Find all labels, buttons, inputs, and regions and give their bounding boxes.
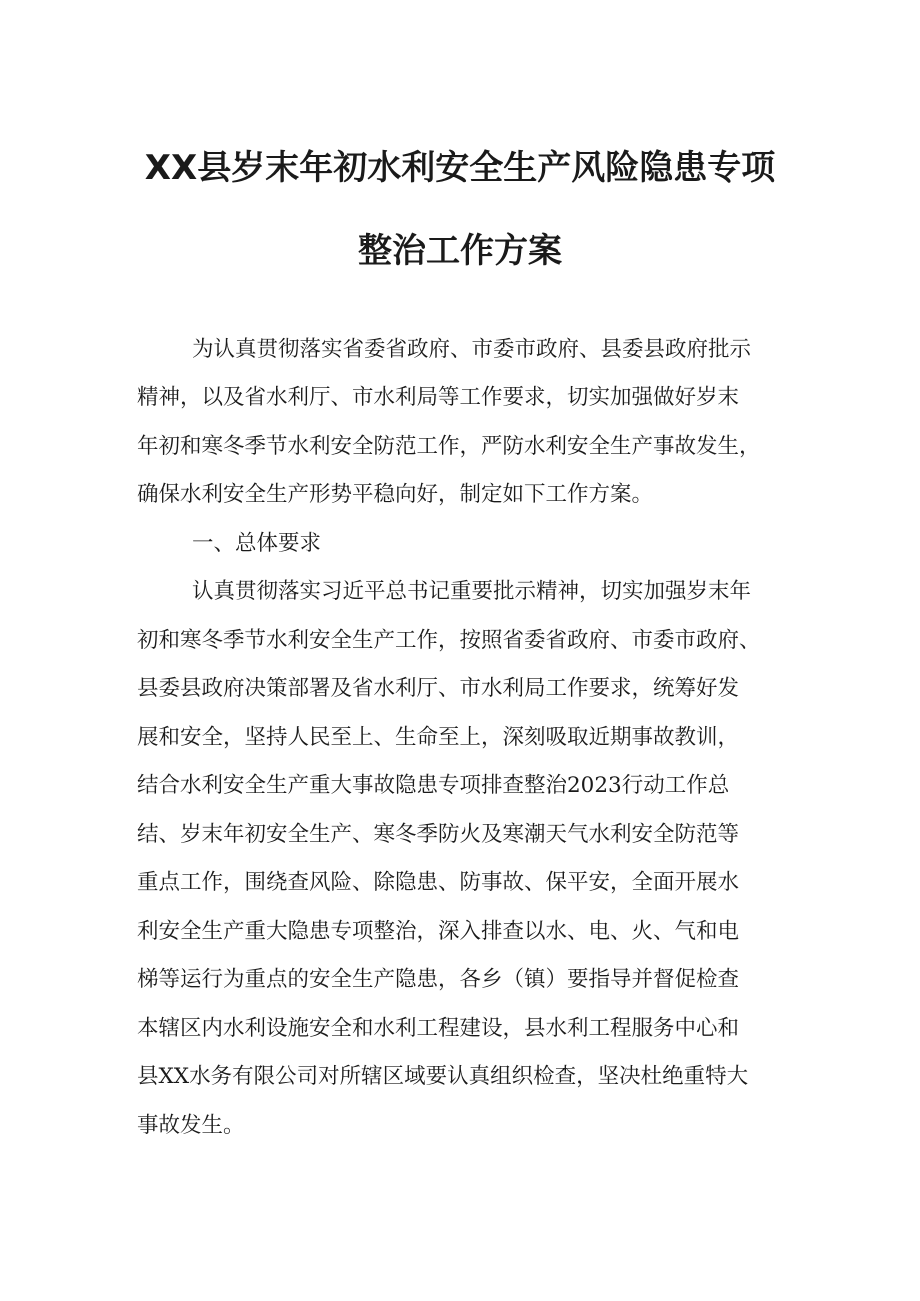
intro-line: 为认真贯彻落实省委省政府、市委市政府、县委县政府批示 xyxy=(192,337,752,362)
section-line: 本辖区内水利设施安全和水利工程建设，县水利工程服务中心和 xyxy=(137,1016,740,1041)
section-line: 县委县政府决策部署及省水利厅、市水利局工作要求，统筹好发 xyxy=(137,676,740,701)
section-line: 县XX水务有限公司对所辖区域要认真组织检查，坚决杜绝重特大 xyxy=(137,1064,749,1089)
section-line: 结、岁末年初安全生产、寒冬季防火及寒潮天气水利安全防范等 xyxy=(137,822,740,847)
intro-line: 精神，以及省水利厅、市水利局等工作要求，切实加强做好岁末 xyxy=(137,385,740,410)
section-line: 利安全生产重大隐患专项整治，深入排查以水、电、火、气和电 xyxy=(137,919,740,944)
document-title-line-1: XX县岁末年初水利安全生产风险隐患专项 xyxy=(144,148,776,188)
section-line: 初和寒冬季节水利安全生产工作，按照省委省政府、市委市政府、 xyxy=(137,628,761,653)
section-line: 重点工作，围绕查风险、除隐患、防事故、保平安，全面开展水 xyxy=(137,870,740,895)
section-heading: 一、总体要求 xyxy=(192,531,322,556)
section-line: 事故发生。 xyxy=(137,1113,245,1138)
section-line: 展和安全，坚持人民至上、生命至上，深刻吸取近期事故教训， xyxy=(137,725,740,750)
document-title-line-2: 整治工作方案 xyxy=(358,231,562,271)
intro-line: 确保水利安全生产形势平稳向好，制定如下工作方案。 xyxy=(137,482,654,507)
section-line: 结合水利安全生产重大事故隐患专项排查整治2023行动工作总 xyxy=(137,773,730,798)
intro-line: 年初和寒冬季节水利安全防范工作，严防水利安全生产事故发生， xyxy=(137,434,761,459)
section-line: 梯等运行为重点的安全生产隐患，各乡（镇）要指导并督促检查 xyxy=(137,967,740,992)
section-line: 认真贯彻落实习近平总书记重要批示精神，切实加强岁末年 xyxy=(192,579,752,604)
